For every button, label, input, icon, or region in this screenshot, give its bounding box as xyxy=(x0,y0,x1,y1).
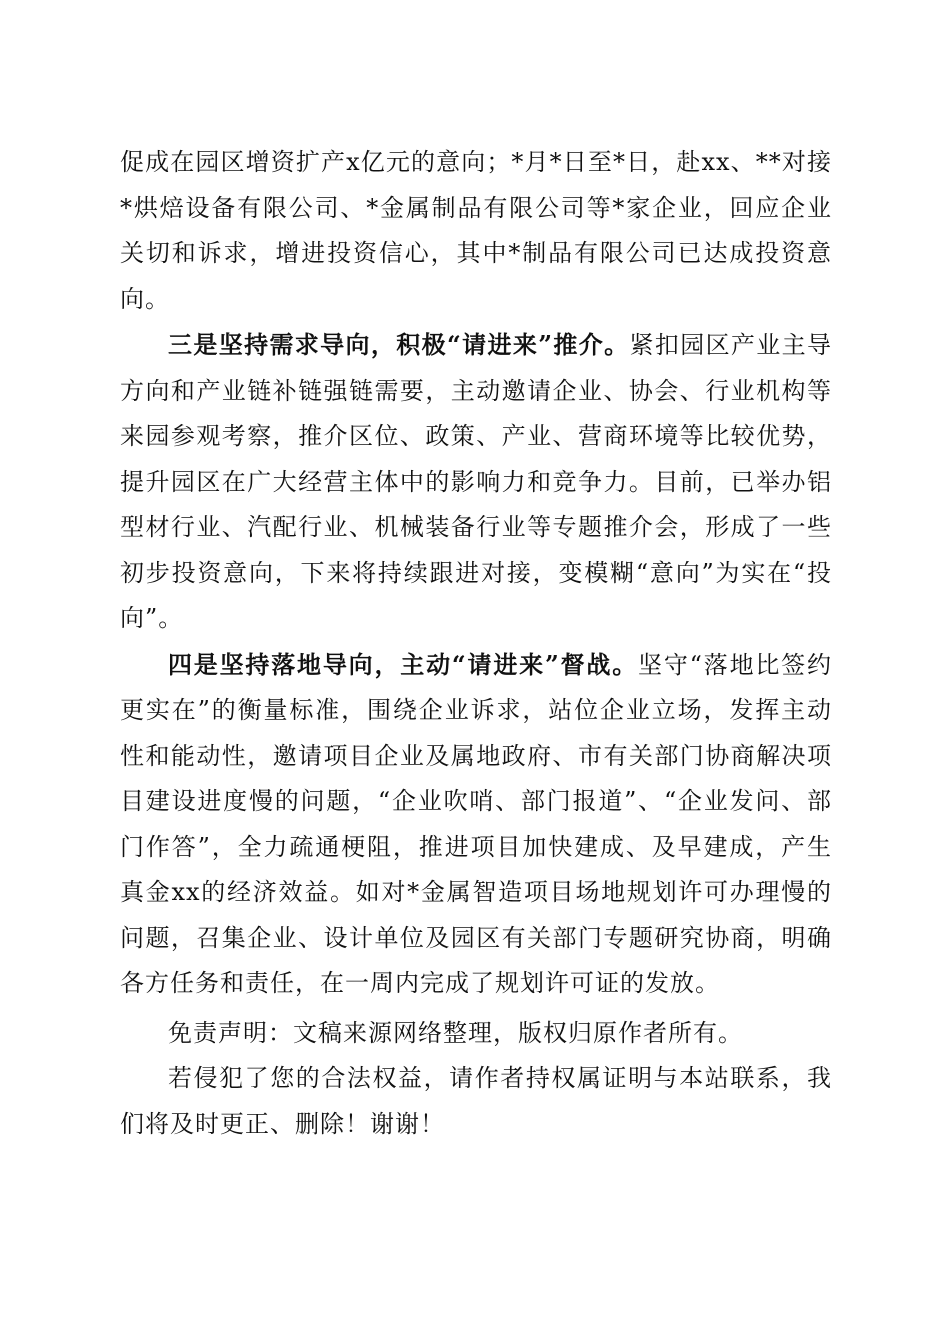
disclaimer-text: 若侵犯了您的合法权益，请作者持权属证明与本站联系，我们将及时更正、删除！谢谢！ xyxy=(120,1064,832,1138)
disclaimer-line xyxy=(120,1011,832,1057)
document-body xyxy=(120,140,832,1147)
paragraph-text: 紧扣园区产业主导方向和产业链补链强链需要，主动邀请企业、协会、行业机构等来园参观考察，推介区位、政策、产业、营商环境等比较优势，提升园区在广大经营主体中的影响力和竞争力。目前，已举办铝型材行业、汽配行业、机械装备行业等专题推介会，形成了一些初步投资意向，下来将持续跟进对接，变模糊“意向”为实在“投向”。 xyxy=(120,331,833,632)
disclaimer-text: 免责声明：文稿来源网络整理，版权归原作者所有。 xyxy=(168,1018,743,1047)
paragraph-landing-oriented xyxy=(120,642,832,1007)
disclaimer-contact xyxy=(120,1056,832,1147)
paragraph-text: 促成在园区增资扩产x亿元的意向；*月*日至*日，赴xx、**对接*烘焙设备有限公司、*金属制品有限公司等*家企业，回应企业关切和诉求，增进投资信心，其中*制品有限公司已达成投资意向。 xyxy=(120,148,832,313)
paragraph-heading: 三是坚持需求导向，积极“请进来”推介。 xyxy=(168,330,630,359)
paragraph-text: 坚守“落地比签约更实在”的衡量标准，围绕企业诉求，站位企业立场，发挥主动性和能动性，邀请项目企业及属地政府、市有关部门协商解决项目建设进度慢的问题，“企业吹哨、部门报道”、“企业发问、部门作答”，全力疏通梗阻，推进项目加快建成、及早建成，产生真金xx的经济效益。如对*金属智造项目场地规划许可办理慢的问题，召集企业、设计单位及园区有关部门专题研究协商，明确各方任务和责任，在一周内完成了规划许可证的发放。 xyxy=(120,650,832,997)
paragraph-demand-oriented xyxy=(120,322,832,642)
paragraph-continuation xyxy=(120,140,832,322)
paragraph-heading: 四是坚持落地导向，主动“请进来”督战。 xyxy=(168,649,639,679)
